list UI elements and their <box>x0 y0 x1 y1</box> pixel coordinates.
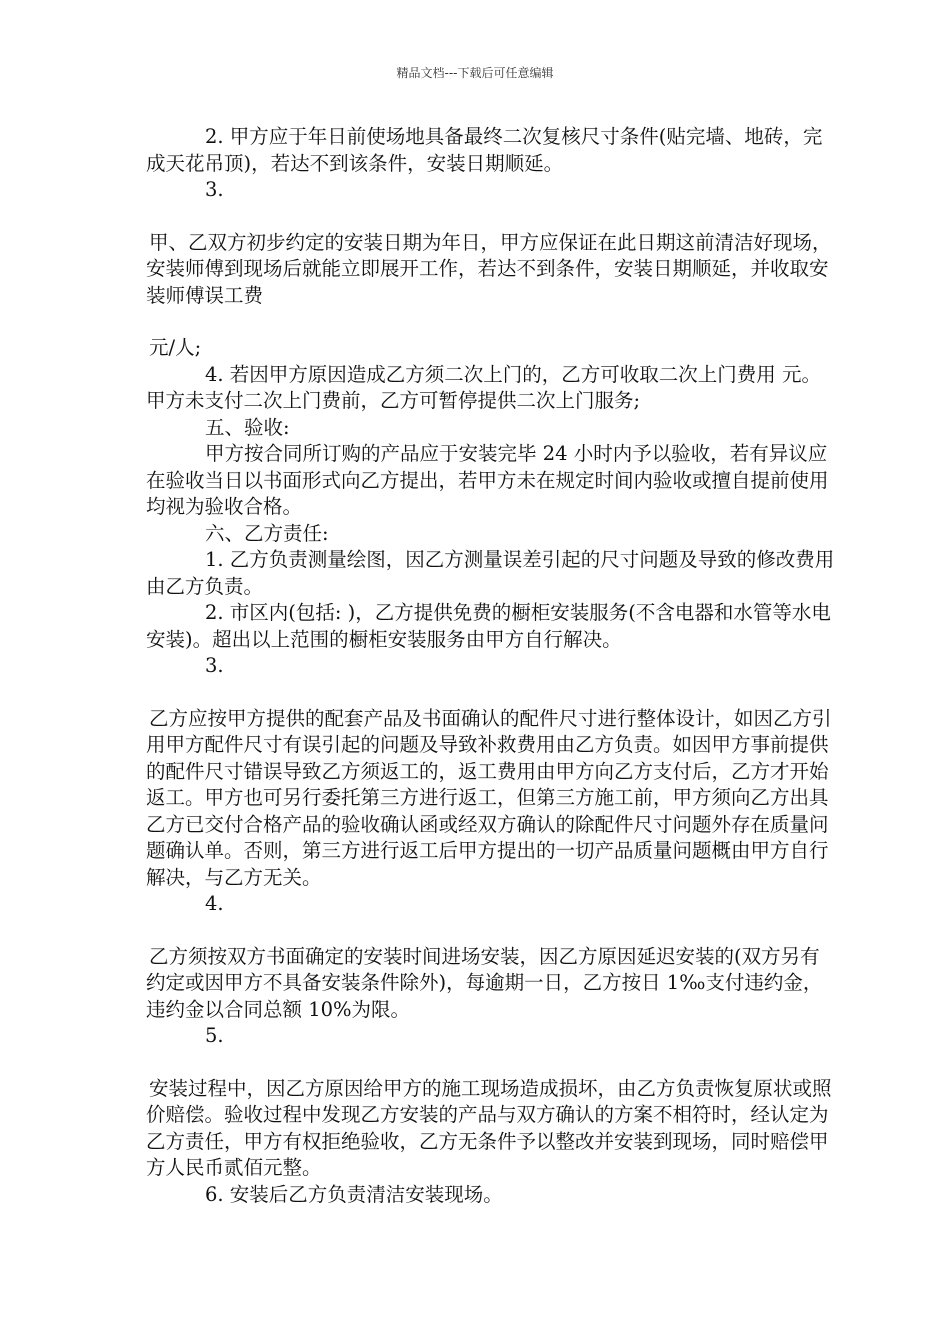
clause-3-fee-unit: 元/人; <box>149 336 202 359</box>
clause-6-4-delay-penalty: 乙方须按双方书面确定的安装时间进场安装，因乙方原因延迟安装的(双方另有约定或因甲方不具备安装条件除外)，每逾期一日，乙方按日 1‰支付违约金，违约金以合同总额 10%为限。 <box>146 944 823 1021</box>
section-5-acceptance-text: 甲方按合同所订购的产品应于安装完毕 24 小时内予以验收，若有异议应在验收当日以书面形式向乙方提出，若甲方未在规定时间内验收或擅自提前使用均视为验收合格。 <box>146 442 829 518</box>
clause-6-4-number: 4. <box>205 892 224 915</box>
clause-2-site-conditions: 2. 甲方应于年日前使场地具备最终二次复核尺寸条件(贴完墙、地砖，完成天花吊顶)，若达不到该条件，安装日期顺延。 <box>146 125 823 175</box>
section-6-heading: 六、乙方责任: <box>205 521 329 545</box>
clause-6-3-design-responsibility: 乙方应按甲方提供的配套产品及书面确认的配件尺寸进行整体设计，如因乙方引用甲方配件尺寸有误引起的问题及导致补救费用由乙方负责。如因甲方事前提供的配件尺寸错误导致乙方须返工的，返工费用由甲方向乙方支付后，乙方才开始返工。甲方也可另行委托第三方进行返工，但第三方施工前，甲方须向乙方出具乙方已交付合格产品的验收确认函或经双方确认的除配件尺寸问题外存在质量问题确认单。否则，第三方进行返工后甲方提出的一切产品质量问题概由甲方自行解决，与乙方无关。 <box>146 706 832 889</box>
clause-6-1-measurement: 1. 乙方负责测量绘图，因乙方测量误差引起的尺寸问题及导致的修改费用由乙方负责。 <box>146 548 835 598</box>
document-body <box>146 124 836 1208</box>
clause-4-second-visit: 4. 若因甲方原因造成乙方须二次上门的，乙方可收取二次上门费用 元。甲方未支付二次上门费前，乙方可暂停提供二次上门服务; <box>146 362 822 412</box>
clause-6-2-service-area: 2. 市区内(包括: )，乙方提供免费的橱柜安装服务(不含电器和水管等水电安装)。超出以上范围的橱柜安装服务由甲方自行解决。 <box>146 601 831 651</box>
page-header: 精品文档---下载后可任意编辑 <box>396 66 554 80</box>
clause-3-installation-date: 甲、乙双方初步约定的安装日期为年日，甲方应保证在此日期这前清洁好现场，安装师傅到现场后就能立即展开工作，若达不到条件，安装日期顺延，并收取安装师傅误工费 <box>146 230 832 307</box>
section-5-heading: 五、验收: <box>205 415 290 439</box>
clause-6-5-number: 5. <box>205 1024 224 1047</box>
clause-3-number: 3. <box>205 178 224 201</box>
clause-6-6-cleanup: 6. 安装后乙方负责清洁安装现场。 <box>205 1182 503 1206</box>
clause-6-5-damage-compensation: 安装过程中，因乙方原因给甲方的施工现场造成损坏，由乙方负责恢复原状或照价赔偿。验收过程中发现乙方安装的产品与双方确认的方案不相符时，经认定为乙方责任，甲方有权拒绝验收，乙方无条件予以整改并安装到现场，同时赔偿甲方人民币贰佰元整。 <box>146 1076 832 1179</box>
clause-6-3-number: 3. <box>205 654 224 677</box>
